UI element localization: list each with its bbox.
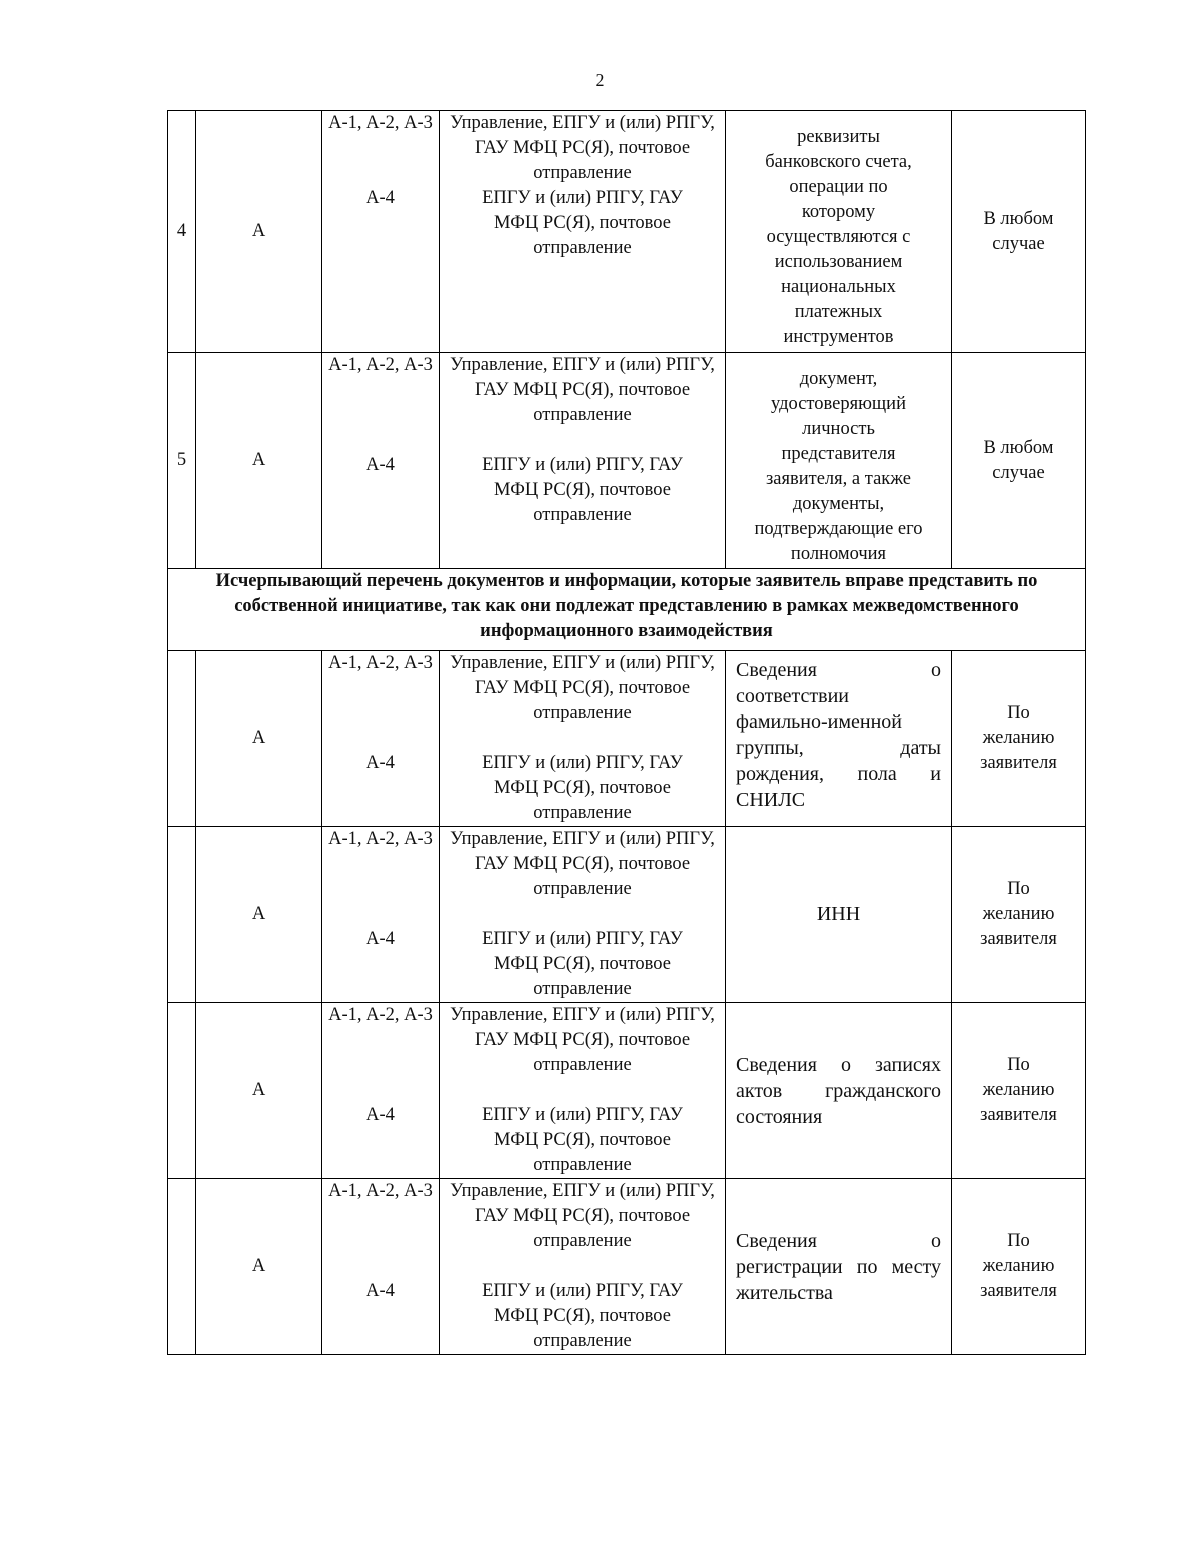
row-number [168,1179,196,1355]
codes-first: А-1, А-2, А-3 [328,355,433,375]
submission-condition: По желанию заявителя [952,1003,1086,1179]
applicant-codes [322,111,440,353]
codes-second: А-4 [366,1281,395,1301]
applicant-codes [322,827,440,1003]
submission-ways [440,111,726,353]
submission-condition: По желанию заявителя [952,1179,1086,1355]
codes-first: А-1, А-2, А-3 [328,1005,433,1025]
page-number: 2 [595,70,605,90]
table-row [168,651,1086,827]
applicant-group: А [196,353,322,569]
ways-first: Управление, ЕПГУ и (или) РПГУ, ГАУ МФЦ РС(Я), почтовое отправление [450,829,715,899]
codes-first: А-1, А-2, А-3 [328,113,433,133]
submission-ways [440,353,726,569]
applicant-codes [322,353,440,569]
row-number: 5 [168,353,196,569]
submission-condition: В любом случае [952,111,1086,353]
table-row [168,827,1086,1003]
submission-ways [440,1179,726,1355]
applicant-group: А [196,651,322,827]
applicant-codes [322,1179,440,1355]
ways-first: Управление, ЕПГУ и (или) РПГУ, ГАУ МФЦ РС(Я), почтовое отправление [450,355,715,425]
ways-first: Управление, ЕПГУ и (или) РПГУ, ГАУ МФЦ РС(Я), почтовое отправление [450,1005,715,1075]
table-row [168,1003,1086,1179]
table-row [168,353,1086,569]
document-name: Сведения о соответствии фамильно-именной группы, даты рождения, пола и СНИЛС [726,651,952,827]
codes-first: А-1, А-2, А-3 [328,1181,433,1201]
applicant-group: А [196,1179,322,1355]
submission-condition: В любом случае [952,353,1086,569]
codes-second: А-4 [366,753,395,773]
ways-first: Управление, ЕПГУ и (или) РПГУ, ГАУ МФЦ РС(Я), почтовое отправление [450,113,715,183]
row-number [168,651,196,827]
applicant-group: А [196,827,322,1003]
row-number [168,1003,196,1179]
ways-first: Управление, ЕПГУ и (или) РПГУ, ГАУ МФЦ РС(Я), почтовое отправление [450,653,715,723]
submission-condition: По желанию заявителя [952,651,1086,827]
ways-second: ЕПГУ и (или) РПГУ, ГАУ МФЦ РС(Я), почтовое отправление [482,1281,683,1351]
ways-first: Управление, ЕПГУ и (или) РПГУ, ГАУ МФЦ РС(Я), почтовое отправление [450,1181,715,1251]
applicant-codes [322,651,440,827]
codes-first: А-1, А-2, А-3 [328,829,433,849]
row-number [168,827,196,1003]
ways-second: ЕПГУ и (или) РПГУ, ГАУ МФЦ РС(Я), почтовое отправление [482,188,683,258]
ways-second: ЕПГУ и (или) РПГУ, ГАУ МФЦ РС(Я), почтовое отправление [482,929,683,999]
submission-ways [440,827,726,1003]
codes-second: А-4 [366,188,395,208]
row-number: 4 [168,111,196,353]
document-name: ИНН [726,827,952,1003]
submission-ways [440,651,726,827]
table-row [168,111,1086,353]
applicant-group: А [196,111,322,353]
codes-second: А-4 [366,455,395,475]
ways-second: ЕПГУ и (или) РПГУ, ГАУ МФЦ РС(Я), почтовое отправление [482,455,683,525]
codes-first: А-1, А-2, А-3 [328,653,433,673]
document-name: документ, удостоверяющий личность представителя заявителя, а также документы, подтверждающие его полномочия [726,353,952,569]
document-name: Сведения о регистрации по месту жительства [726,1179,952,1355]
ways-second: ЕПГУ и (или) РПГУ, ГАУ МФЦ РС(Я), почтовое отправление [482,1105,683,1175]
ways-second: ЕПГУ и (или) РПГУ, ГАУ МФЦ РС(Я), почтовое отправление [482,753,683,823]
codes-second: А-4 [366,929,395,949]
document-name: реквизиты банковского счета, операции по которому осуществляются с использованием национальных платежных инструментов [726,111,952,353]
documents-table [167,110,1086,1355]
table-row [168,1179,1086,1355]
section-heading-row [168,569,1086,651]
applicant-codes [322,1003,440,1179]
document-name: Сведения о записях актов гражданского состояния [726,1003,952,1179]
submission-condition: По желанию заявителя [952,827,1086,1003]
codes-second: А-4 [366,1105,395,1125]
section-heading: Исчерпывающий перечень документов и информации, которые заявитель вправе представить по собственной инициативе, так как они подлежат представлению в рамках межведомственного информационного взаимодействия [168,569,1086,651]
submission-ways [440,1003,726,1179]
applicant-group: А [196,1003,322,1179]
